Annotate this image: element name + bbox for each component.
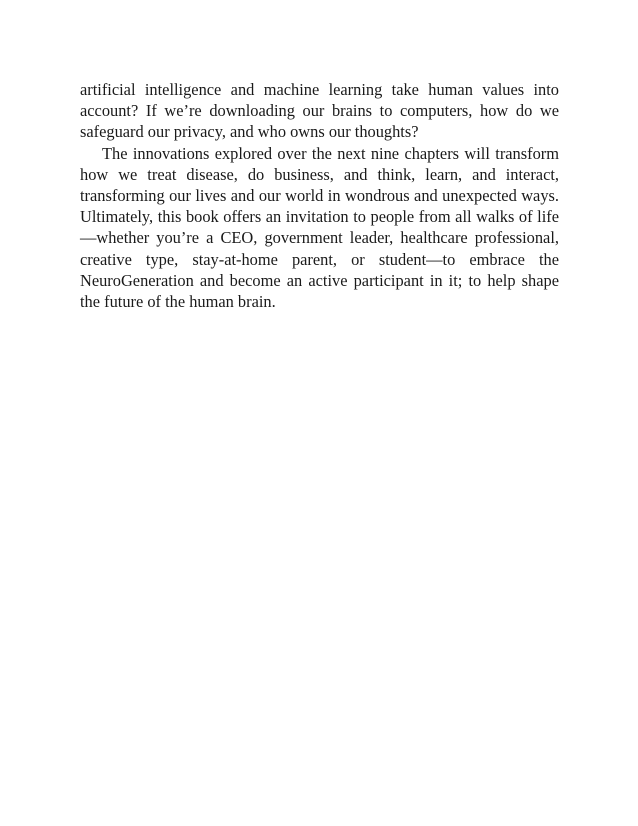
body-text	[80, 79, 559, 312]
paragraph-continuation: artificial intelligence and machine learning take human values into account? If we’re downloading our brains to computers, how do we safeguard our privacy, and who owns our thoughts?	[80, 80, 559, 142]
paragraph-innovations: The innovations explored over the next nine chapters will transform how we treat disease, do business, and think, learn, and interact, transforming our lives and our world in wondrous and unexpected ways. Ultimately, this book offers an invitation to people from all walks of life—whether you’re a CEO, government leader, healthcare professional, creative type, stay-at-home parent, or student—to embrace the NeuroGeneration and become an active participant in it; to help shape the future of the human brain.	[80, 143, 559, 312]
